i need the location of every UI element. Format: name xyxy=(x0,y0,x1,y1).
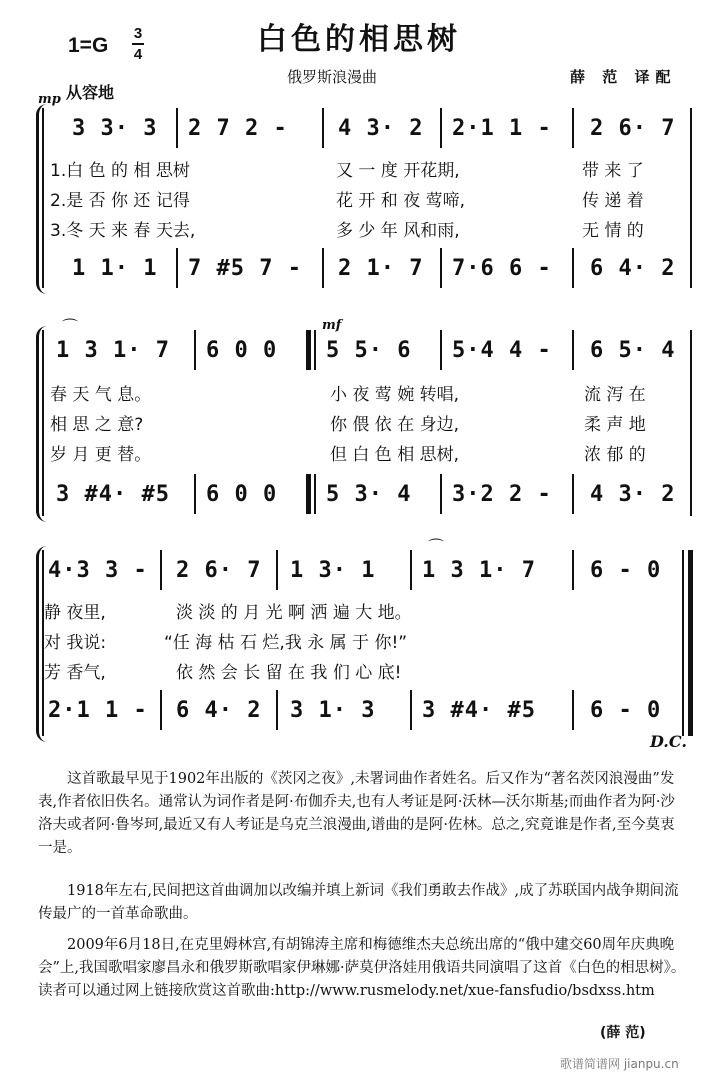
s1-top-m3: 4 3· 2 xyxy=(338,116,424,141)
fermata-icon: ⌒ xyxy=(428,537,445,556)
s3-top-m4: 1 3 1· 7 xyxy=(422,558,536,583)
s1-top-m2: 2 7 2 - xyxy=(188,116,288,141)
time-top: 3 xyxy=(133,25,143,42)
s3-top-m5: 6 - 0 xyxy=(590,558,662,583)
system2-start-bar xyxy=(42,330,44,516)
bar xyxy=(194,330,196,370)
bar xyxy=(572,108,574,148)
bar xyxy=(322,108,324,148)
note-paragraph-1: 这首歌最早见于1902年出版的《茨冈之夜》,未署词曲作者姓名。后又作为“著名茨冈浪漫曲”发表,作者依旧佚名。通常认为词作者是阿·布伽乔夫,也有人考证是阿·沃林—沃尔斯基;而曲作者为阿·沙洛夫或者阿·鲁岑珂,最近又有人考证是乌克兰浪漫曲,谱曲的是阿·佐林。总之,究竟谁是作者,至今莫衷一是。 xyxy=(38,771,675,856)
s2-top-m2: 6 0 0 xyxy=(206,338,278,363)
s2-lyric-2c: 柔 声 地 xyxy=(584,415,646,435)
s3-lyric-1a: 静 夜里, xyxy=(44,603,106,623)
s2-lyric-2a: 相 思 之 意? xyxy=(50,415,144,435)
s1-top-m4: 2·1 1 - xyxy=(452,116,552,141)
repeat-end-bar xyxy=(688,550,693,736)
s3-bot-m1: 2·1 1 - xyxy=(48,698,148,723)
s2-lyric-2b: 你 偎 依 在 身边, xyxy=(330,415,460,435)
bar xyxy=(276,690,278,730)
s3-lyric-1b: 淡 淡 的 月 光 啊 洒 遍 大 地。 xyxy=(176,603,412,623)
bar xyxy=(160,550,162,590)
s1-lyric-1c: 带 来 了 xyxy=(582,161,644,181)
system1-start-bar xyxy=(42,108,44,288)
s3-bot-m2: 6 4· 2 xyxy=(176,698,262,723)
s1-top-m1: 3 3· 3 xyxy=(72,116,158,141)
s1-bot-m3: 2 1· 7 xyxy=(338,256,424,281)
bar xyxy=(314,474,316,514)
s1-lyric-2c: 传 递 着 xyxy=(582,191,644,211)
s2-bot-m1: 3 #4· #5 xyxy=(56,482,170,507)
s2-bot-m3: 5 3· 4 xyxy=(326,482,412,507)
s1-lyric-2a: 2.是 否 你 还 记得 xyxy=(50,191,190,211)
bar xyxy=(194,474,196,514)
s2-lyric-1c: 流 泻 在 xyxy=(584,385,646,405)
s1-lyric-1a: 1.白 色 的 相 思树 xyxy=(50,161,190,181)
signature: (薛 范) xyxy=(600,1025,646,1041)
s2-top-m1: 1 3 1· 7 xyxy=(56,338,170,363)
s2-top-m3: 5 5· 6 xyxy=(326,338,412,363)
s3-lyric-3a: 芳 香气, xyxy=(44,663,106,683)
bar xyxy=(440,330,442,370)
s3-top-m2: 2 6· 7 xyxy=(176,558,262,583)
s1-bot-m4: 7·6 6 - xyxy=(452,256,552,281)
bar xyxy=(322,248,324,288)
s3-bot-m3: 3 1· 3 xyxy=(290,698,376,723)
bar xyxy=(440,474,442,514)
bar xyxy=(276,550,278,590)
time-line xyxy=(132,43,144,45)
bar xyxy=(572,248,574,288)
s1-bot-m1: 1 1· 1 xyxy=(72,256,158,281)
da-capo-marking: D.C. xyxy=(650,732,687,751)
page-title: 白色的相思树 xyxy=(257,22,461,57)
watermark: 歌谱简谱网 jianpu.cn xyxy=(560,1057,679,1071)
s3-top-m1: 4·3 3 - xyxy=(48,558,148,583)
fermata-icon: ⌒ xyxy=(62,317,79,336)
s2-lyric-3a: 岁 月 更 替。 xyxy=(50,445,152,465)
s1-lyric-3c: 无 情 的 xyxy=(582,221,644,241)
system2-end-bar xyxy=(690,330,692,516)
bar xyxy=(440,108,442,148)
subtitle: 俄罗斯浪漫曲 xyxy=(287,68,378,86)
s1-top-m5: 2 6· 7 xyxy=(590,116,676,141)
tempo-marking: 从容地 xyxy=(66,83,115,102)
s3-bot-m5: 6 - 0 xyxy=(590,698,662,723)
s2-lyric-3b: 但 白 色 相 思树, xyxy=(330,445,460,465)
s1-lyric-3b: 多 少 年 风和雨, xyxy=(336,221,460,241)
s3-bot-m4: 3 #4· #5 xyxy=(422,698,536,723)
s2-lyric-1b: 小 夜 莺 婉 转唱, xyxy=(330,385,460,405)
s2-top-m4: 5·4 4 - xyxy=(452,338,552,363)
s1-bot-m2: 7 #5 7 - xyxy=(188,256,302,281)
s2-bot-m5: 4 3· 2 xyxy=(590,482,676,507)
bar xyxy=(572,690,574,730)
s2-lyric-1a: 春 天 气 息。 xyxy=(50,385,152,405)
s3-lyric-2b: “任 海 枯 石 烂,我 永 属 于 你!” xyxy=(164,633,408,653)
bar xyxy=(160,690,162,730)
s3-top-m3: 1 3· 1 xyxy=(290,558,376,583)
bar xyxy=(176,108,178,148)
system1-end-bar xyxy=(690,108,692,288)
repeat-start-bar xyxy=(306,330,311,370)
note-paragraph-2: 1918年左右,民间把这首曲调加以改编并填上新词《我们勇敢去作战》,成了苏联国内战争期间流传最广的一首革命歌曲。 xyxy=(38,883,679,922)
key-signature: 1=G xyxy=(68,34,109,57)
repeat-end-thin-bar xyxy=(682,550,684,736)
s1-bot-m5: 6 4· 2 xyxy=(590,256,676,281)
bar xyxy=(410,690,412,730)
s2-lyric-3c: 浓 郁 的 xyxy=(584,445,646,465)
time-bottom: 4 xyxy=(133,46,143,63)
time-signature xyxy=(132,26,144,62)
bar xyxy=(410,550,412,590)
bar xyxy=(176,248,178,288)
s2-top-m5: 6 5· 4 xyxy=(590,338,676,363)
dynamic-mp: mp xyxy=(38,92,61,107)
s2-bot-m4: 3·2 2 - xyxy=(452,482,552,507)
bar xyxy=(314,330,316,370)
s1-lyric-2b: 花 开 和 夜 莺啼, xyxy=(336,191,466,211)
s1-lyric-3a: 3.冬 天 来 春 天去, xyxy=(50,221,196,241)
s2-bot-m2: 6 0 0 xyxy=(206,482,278,507)
bar xyxy=(440,248,442,288)
s3-lyric-3b: 依 然 会 长 留 在 我 们 心 底! xyxy=(176,663,402,683)
dynamic-mf: mf xyxy=(322,318,342,333)
bar xyxy=(572,330,574,370)
bar xyxy=(572,550,574,590)
arranger: 薛 范 译配 xyxy=(570,68,677,86)
s1-lyric-1b: 又 一 度 开花期, xyxy=(336,161,460,181)
bar xyxy=(572,474,574,514)
s3-lyric-2a: 对 我说: xyxy=(44,633,107,653)
repeat-start-bar xyxy=(306,474,311,514)
note-paragraph-3: 2009年6月18日,在克里姆林宫,有胡锦涛主席和梅德维杰夫总统出席的“俄中建交60周年庆典晚会”上,我国歌唱家廖昌永和俄罗斯歌唱家伊琳娜·萨莫伊洛娃用俄语共同演唱了这首《白色的相思树》。读者可以通过网上链接欣赏这首歌曲:http://www.rusmelody.net/xue-fansfudio/bsdxss.htm xyxy=(38,937,686,999)
